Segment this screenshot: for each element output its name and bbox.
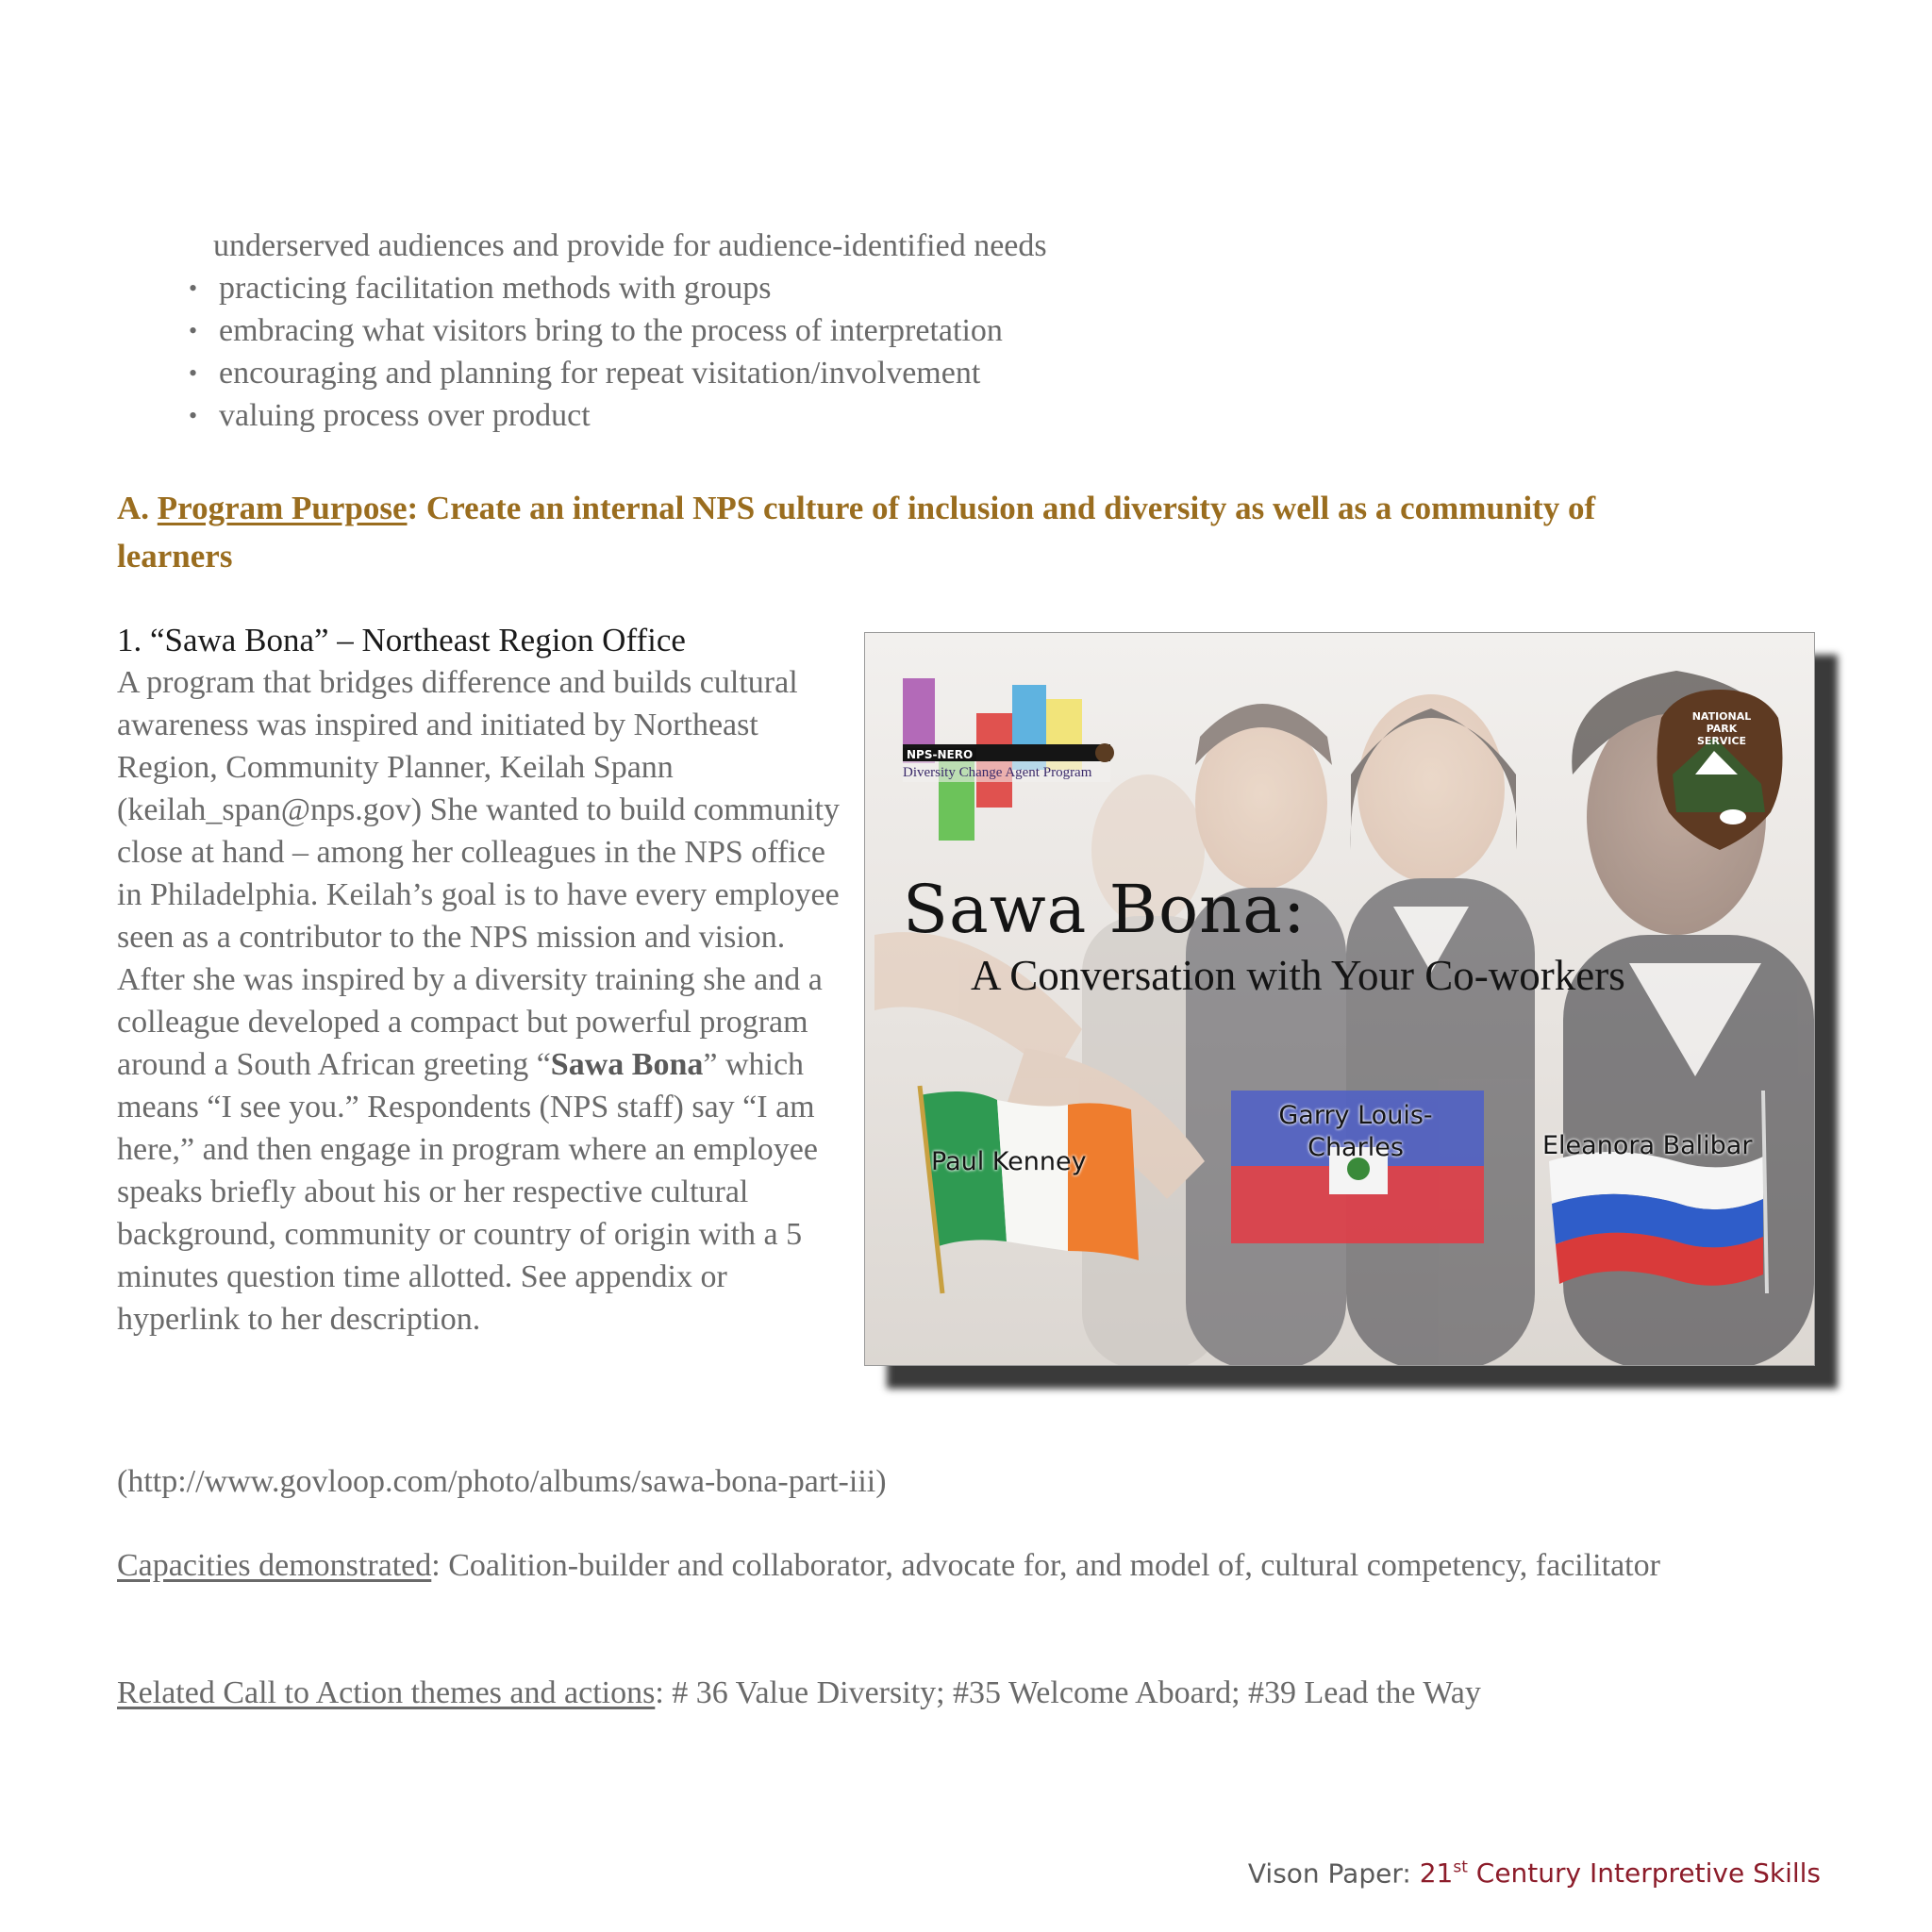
capacities-demonstrated: Capacities demonstrated: Coalition-builder and collaborator, advocate for, and model of, cultural competency, facilitator <box>117 1548 1660 1583</box>
nps-badge-label: NATIONAL PARK SERVICE <box>1691 710 1752 747</box>
bullet-list <box>189 225 1321 437</box>
program-url: (http://www.govloop.com/photo/albums/sawa-bona-part-iii) <box>117 1464 887 1499</box>
bullet-icon: • <box>189 275 198 302</box>
program-purpose-label: Program Purpose <box>157 490 408 526</box>
flag-label-eleanora: Eleanora Balibar <box>1542 1131 1753 1160</box>
list-item: • embracing what visitors bring to the process of interpretation <box>189 309 1321 352</box>
footer-highlight: 21st Century Interpretive Skills <box>1419 1857 1821 1890</box>
flag-label-paul: Paul Kenney <box>931 1147 1087 1176</box>
bullet-icon: • <box>189 402 198 429</box>
list-item: • practicing facilitation methods with groups <box>189 267 1321 309</box>
sawa-bona-bold: Sawa Bona <box>550 1047 704 1082</box>
bullet-icon: • <box>189 317 198 344</box>
sawa-bona-image <box>864 632 1815 1366</box>
section-heading: A. Program Purpose: Create an internal NPS culture of inclusion and diversity as well as a community of learners <box>117 490 1596 575</box>
image-subtitle: A Conversation with Your Co-workers <box>971 952 1625 999</box>
list-item: • valuing process over product <box>189 394 1321 437</box>
program-title: 1. “Sawa Bona” – Northeast Region Office <box>117 622 686 658</box>
bullet-continuation: underserved audiences and provide for audience-identified needs <box>213 228 1047 263</box>
logo-label: NPS-NERO <box>903 748 976 761</box>
list-item: • encouraging and planning for repeat visitation/involvement <box>189 352 1321 394</box>
flag-label-garry: Garry Louis-Charles <box>1278 1101 1433 1162</box>
related-call-to-action: Related Call to Action themes and actions: # 36 Value Diversity; #35 Welcome Aboard; #39 Lead the Way <box>117 1675 1481 1710</box>
logo-sublabel: Diversity Change Agent Program <box>903 765 1092 780</box>
image-panel <box>864 632 1815 1366</box>
program-description: A program that bridges difference and builds cultural awareness was inspired and initiated by Northeast Region, Community Planner, Keilah Spann (keilah_span@nps.gov) She wanted to build community close at hand – among her colleagues in the NPS office in Philadelphia. Keilah’s goal is to have every employee seen as a contributor to the NPS mission and vision. After she was inspired by a diversity training she and a colleague developed a compact but powerful program around a South African greeting “Sawa Bona” which means “I see you.” Respondents (NPS staff) say “I am here,” and then engage in program where an employee speaks briefly about his or her respective cultural background, community or country of origin with a 5 minutes question time allotted. See appendix or hyperlink to her description. <box>117 665 840 1337</box>
image-title: Sawa Bona: <box>903 871 1307 948</box>
capacities-label: Capacities demonstrated <box>117 1548 432 1583</box>
related-label: Related Call to Action themes and actions <box>117 1675 656 1710</box>
page-footer: Vison Paper: 21st Century Interpretive Skills <box>1247 1857 1821 1890</box>
bullet-icon: • <box>189 359 198 387</box>
